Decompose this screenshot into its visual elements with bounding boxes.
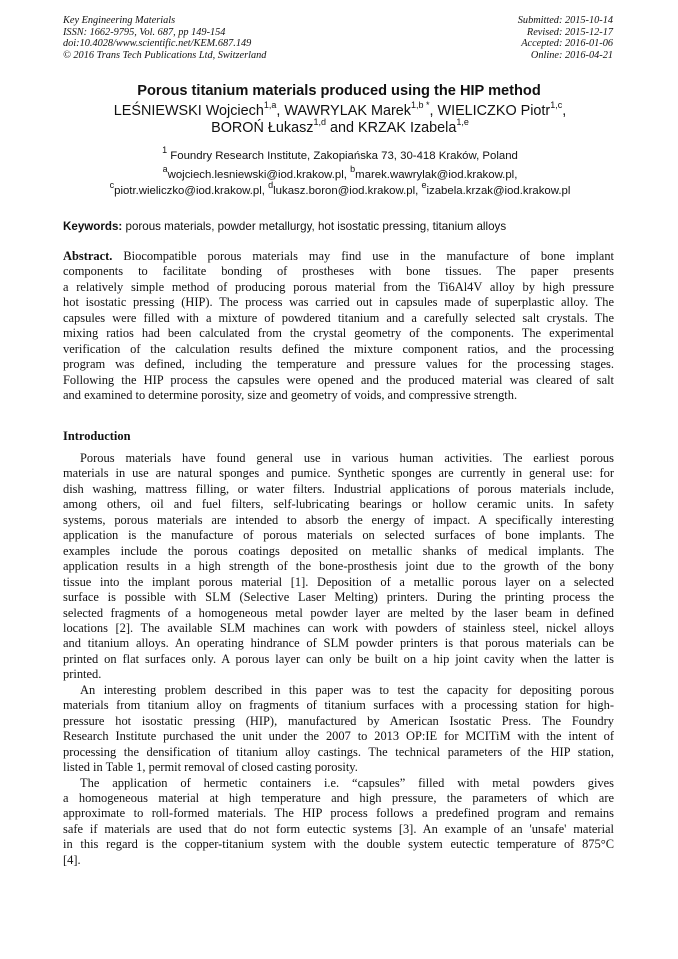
intro-line: dish washing, mattress filling, or water filters. Industrial applications of porous materials include,	[63, 481, 614, 496]
submitted-date: Submitted: 2015-10-14	[517, 15, 613, 26]
abstract-line: capsules were filled with a mixture of powdered titanium and a carefully selected salt crystals. The	[63, 310, 614, 325]
dates-header	[518, 15, 613, 61]
intro-line: locations [2]. The available SLM machines can work with powders of stainless steel, nickel alloys	[63, 620, 614, 635]
abstract-line: and examined to determine porosity, size and geometry of voids, and compressive strength.	[63, 388, 518, 403]
intro-line: application is the manufacture of porous materials on selected surfaces of bone implants. The	[63, 528, 614, 543]
intro-line: and titanium alloys. An operating hindrance of SLM powder printers is that porous materials can be	[63, 636, 614, 651]
abstract-line: mixing ratios had been calculated from the crystal geometry of the components. The experimental	[63, 326, 614, 341]
journal-issn: ISSN: 1662-9795, Vol. 687, pp 149-154	[63, 26, 226, 38]
journal-name: Key Engineering Materials	[63, 15, 176, 26]
intro-line: in this regard is the copper-titanium system with the double system eutectic temperature of 875°C	[63, 837, 614, 852]
revised-date: Revised: 2015-12-17	[526, 26, 613, 38]
intro-line: systems, porous materials are intended to absorb the energy of impact. A specifically interesting	[63, 512, 614, 527]
email-line-1	[40, 164, 640, 181]
section-heading-introduction: Introduction	[63, 429, 131, 443]
online-date: Online: 2016-04-21	[530, 49, 613, 61]
intro-line: among others, oil and fuel filters, self-lubricating bearings or hollow ceramic units. In safety	[63, 497, 614, 512]
author-sup: 1,c	[550, 100, 563, 111]
introduction-body	[63, 451, 614, 868]
intro-line: printed on flat surfaces only. A porous layer can only be built on a hip joint cavity when the latter is	[63, 651, 614, 666]
author-line-2	[40, 117, 640, 137]
intro-line: materials from titanium alloy on fragments of titanium surfaces with a processing station for high-	[63, 698, 614, 713]
author-list	[40, 100, 640, 137]
author-sup: 1,e	[456, 117, 469, 128]
abstract-line: Following the HIP process the capsules were opened and the produced material was cleared of salt	[63, 372, 614, 387]
abstract-line: verification of the calculation results defined the mixture component ratios, and the processing	[63, 341, 614, 356]
abstract-line: a relatively simple method of producing porous material from the Ti6Al4V alloy by high pressure	[63, 279, 614, 294]
author-sup: 1,a	[263, 100, 277, 111]
intro-line: tissue into the implant porous material [1]. Deposition of a metallic porous layer on a selected	[63, 574, 614, 589]
intro-line: materials in use are natural sponges and pumice. Synthetic sponges are currently in general use: for	[63, 466, 614, 481]
email-address[interactable]: piotr.wieliczko@iod.krakow.pl,	[114, 185, 265, 197]
keywords	[63, 220, 506, 233]
journal-copyright: © 2016 Trans Tech Publications Ltd, Switzerland	[63, 49, 267, 61]
intro-line: The application of hermetic containers i.e. “capsules” filled with metal powders gives	[80, 775, 614, 790]
intro-line: processing the densification of titanium alloy castings. The technical parameters of the HIP station,	[63, 744, 614, 759]
abstract-line: Abstract. Biocompatible porous materials may find use in the manufacture of bone implant	[63, 249, 614, 263]
affiliation	[40, 145, 640, 162]
affiliation-num: 1	[162, 145, 168, 156]
author-name: LEŚNIEWSKI Wojciech	[113, 103, 264, 119]
accepted-date: Accepted: 2016-01-06	[521, 38, 613, 50]
affiliation-text: Foundry Research Institute, Zakopiańska 73, 30-418 Kraków, Poland	[170, 150, 518, 162]
email-address[interactable]: wojciech.lesniewski@iod.krakow.pl,	[167, 169, 347, 181]
email-sup: b	[350, 164, 356, 175]
author-and: and	[329, 120, 354, 136]
journal-header	[63, 15, 266, 61]
abstract-label: Abstract.	[63, 249, 113, 263]
intro-line: pressure hot isostatic pressing (HIP), manufactured by American Isostatic Press. The Foundry	[63, 713, 614, 728]
abstract-line: components to facilitate bonding of prostheses with bone tissues. The paper presents	[63, 264, 614, 279]
email-sup: c	[109, 180, 115, 191]
author-name: WAWRYLAK Marek	[284, 103, 411, 119]
keywords-text: porous materials, powder metallurgy, hot isostatic pressing, titanium alloys	[125, 220, 507, 233]
intro-line: Research Institute purchased the unit under the 2007 to 2013 OP:IE for MCITiM with the intent of	[63, 729, 614, 744]
intro-line: listed in Table 1, permit removal of closed casting porosity.	[63, 760, 358, 775]
author-sup: 1,b *	[410, 100, 430, 111]
author-line-1: LEŚNIEWSKI Wojciech$^{1,a}$, WAWRYLAK Marek$^{1,b *}$, WIELICZKO Piotr$^{1,c}$,	[113, 100, 567, 119]
author-name: BOROŃ Łukasz	[211, 120, 314, 136]
email-line-2	[40, 180, 640, 197]
email-address[interactable]: izabela.krzak@iod.krakow.pl	[426, 185, 571, 197]
intro-line: examples include the porous coatings deposited on metallic shanks of medical implants. The	[63, 543, 614, 558]
intro-line: Porous materials have found general use in various human activities. The earliest porous	[80, 451, 614, 465]
email-sup: e	[421, 180, 427, 191]
email-address[interactable]: marek.wawrylak@iod.krakow.pl,	[355, 169, 518, 181]
intro-line: An interesting problem described in this paper was to test the capacity for depositing porous	[80, 682, 614, 697]
intro-line: application results in a high strength of the bone-prosthesis joint due to the growth of the bony	[63, 559, 614, 574]
keywords-label: Keywords:	[63, 220, 123, 233]
intro-line: safe if materials are used that do not form eutectic systems [3]. An example of an 'unsafe' material	[63, 821, 614, 836]
author-name: WIELICZKO Piotr	[437, 103, 551, 119]
intro-line: printed.	[63, 667, 102, 682]
abstract	[63, 249, 614, 404]
intro-line: [4].	[63, 852, 81, 867]
author-name: KRZAK Izabela	[358, 120, 457, 136]
intro-line: a homogeneous material at high temperature and high pressure, the parameters of which are	[63, 790, 614, 805]
abstract-line: program was defined, including the temperature and pressure values for the processing stages.	[63, 357, 614, 372]
intro-line: selected fragments of a homogeneous metal powder layer are melted by the laser beam in defined	[63, 605, 614, 620]
email-sup: d	[268, 180, 274, 191]
paper-title: Porous titanium materials produced using the HIP method	[137, 83, 541, 99]
author-sup: 1,d	[313, 117, 326, 128]
abstract-line: hot isostatic pressing (HIP). The process was carried out in capsules made of superplastic alloy. The	[63, 295, 614, 310]
intro-line: surface is possible with SLM (Selective Laser Melting) printers. During the printing process the	[63, 590, 614, 605]
intro-line: approximate to roll-formed materials. The HIP process follows a predefined program and remains	[63, 806, 614, 821]
journal-doi: doi:10.4028/www.scientific.net/KEM.687.149	[63, 38, 252, 50]
email-address[interactable]: lukasz.boron@iod.krakow.pl,	[273, 185, 419, 197]
email-sup: a	[162, 164, 168, 175]
